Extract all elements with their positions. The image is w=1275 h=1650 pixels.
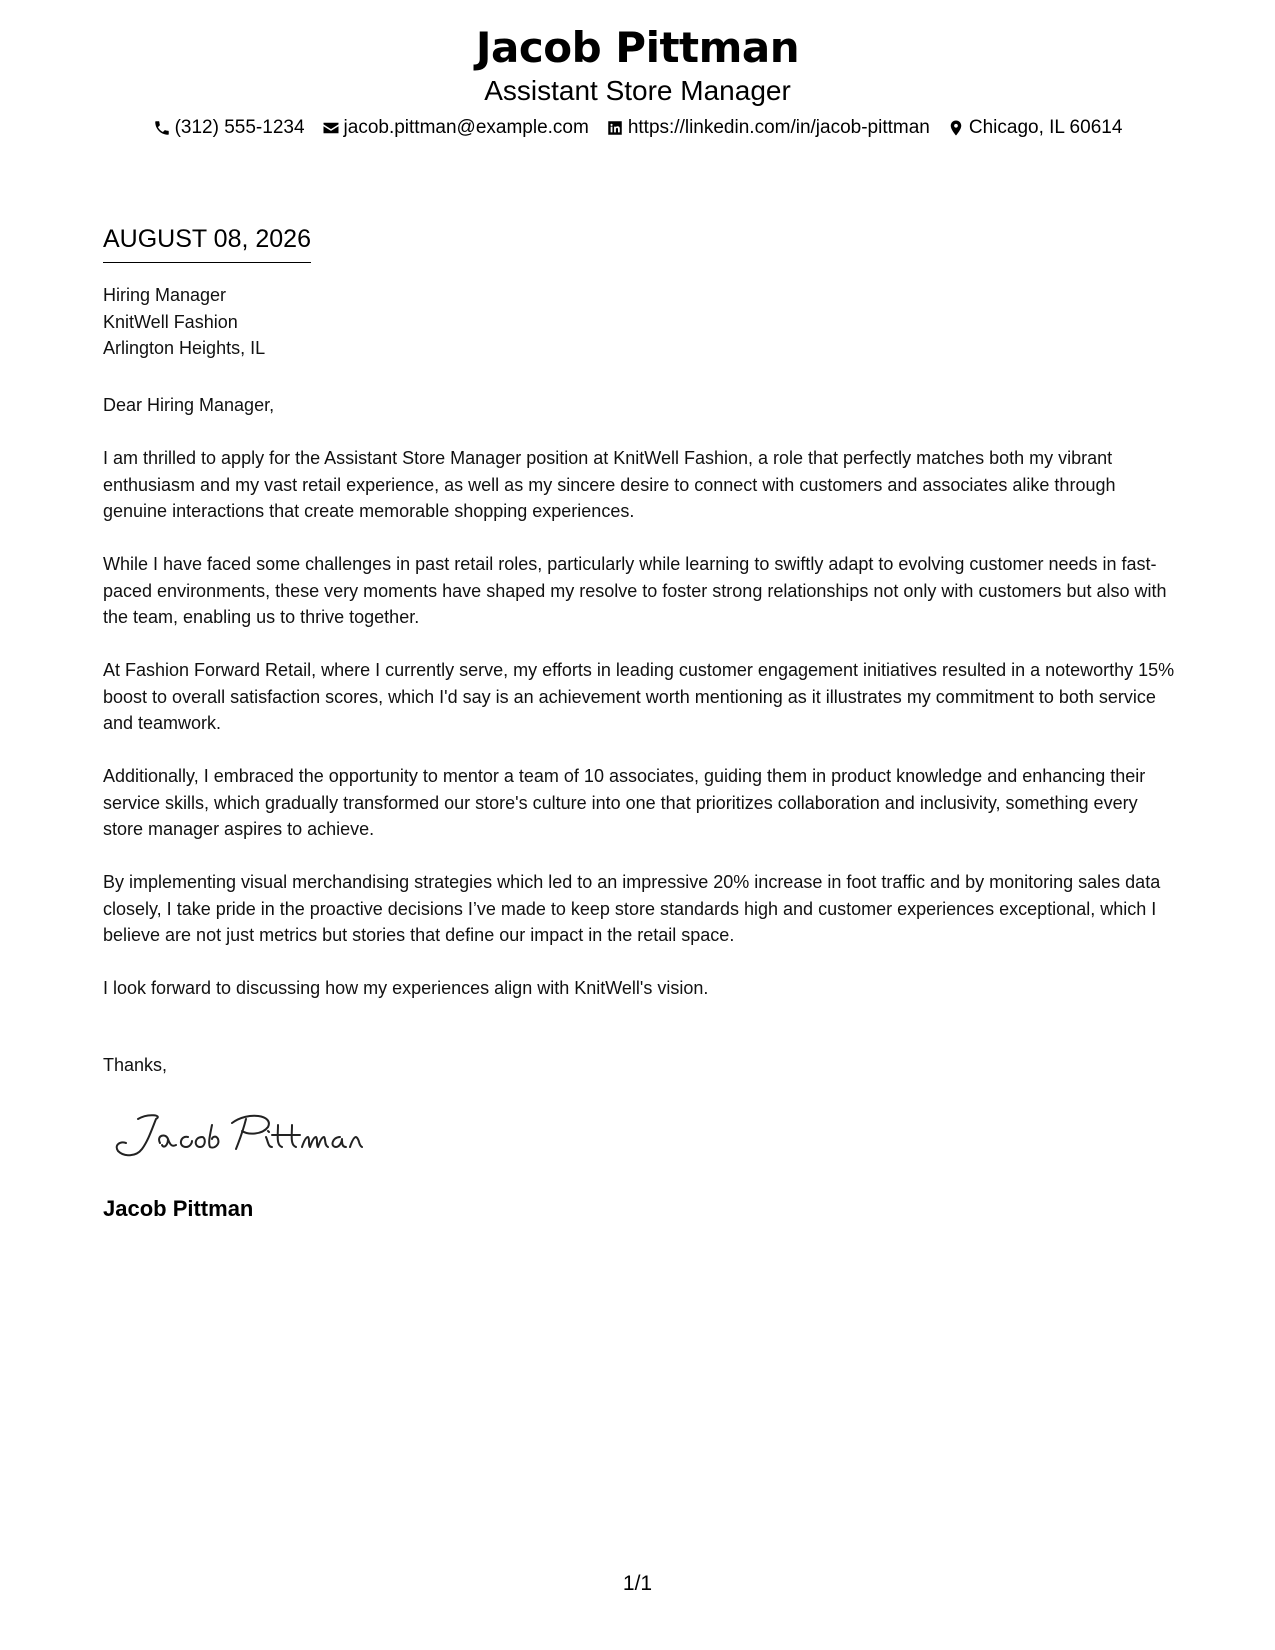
map-pin-icon xyxy=(947,119,965,137)
contact-location xyxy=(947,116,1123,140)
email-text: jacob.pittman@example.com xyxy=(343,117,589,138)
location-text: Chicago, IL 60614 xyxy=(968,117,1123,138)
body-paragraph: At Fashion Forward Retail, where I currently serve, my efforts in leading customer engagement initiatives resulted in a noteworthy 15% boost to overall satisfaction scores, which I'd say is an achievement worth mentioning as it illustrates my commitment to both service and teamwork. xyxy=(103,660,1175,733)
salutation: Dear Hiring Manager, xyxy=(103,395,275,415)
recipient-line: Hiring Manager xyxy=(103,285,227,305)
handwritten-signature xyxy=(108,1105,368,1165)
contact-bar xyxy=(0,116,1275,140)
body-paragraph: I look forward to discussing how my experiences align with KnitWell's vision. xyxy=(103,978,709,998)
phone-text: (312) 555-1234 xyxy=(174,117,305,138)
recipient-block xyxy=(103,282,1178,362)
closing: Thanks, xyxy=(103,1055,168,1075)
job-title: Assistant Store Manager xyxy=(484,75,791,106)
body-paragraph: I am thrilled to apply for the Assistant Store Manager position at KnitWell Fashion, a role that perfectly matches both my vibrant enthusiasm and my vast retail experience, as well as my sincere desire to connect with customers and associates alike through genuine interactions that create memorable shopping experiences. xyxy=(103,448,1116,521)
letter-date: AUGUST 08, 2026 xyxy=(103,224,311,263)
linkedin-text: https://linkedin.com/in/jacob-pittman xyxy=(627,117,930,138)
recipient-line: KnitWell Fashion xyxy=(103,311,238,332)
applicant-name: Jacob Pittman xyxy=(475,23,800,72)
envelope-icon xyxy=(322,119,340,137)
body-paragraph: By implementing visual merchandising strategies which led to an impressive 20% increase in foot traffic and by monitoring sales data closely, I take pride in the proactive decisions I’ve made to keep store standards high and customer experiences exceptional, which I believe are not just metrics but stories that define our impact in the retail space. xyxy=(103,872,1161,945)
recipient-line: Arlington Heights, IL xyxy=(103,338,266,358)
body-paragraph: Additionally, I embraced the opportunity to mentor a team of 10 associates, guiding them in product knowledge and enhancing their service skills, which gradually transformed our store's culture into one that prioritizes collaboration and inclusivity, something every store manager aspires to achieve. xyxy=(103,766,1146,839)
signed-name: Jacob Pittman xyxy=(103,1196,254,1221)
phone-icon xyxy=(153,119,171,137)
letter-body xyxy=(103,445,1178,1028)
linkedin-icon xyxy=(606,119,624,137)
body-paragraph: While I have faced some challenges in past retail roles, particularly while learning to swiftly adapt to evolving customer needs in fast-paced environments, these very moments have shaped my resolve to foster strong relationships not only with customers but also with the team, enabling us to thrive together. xyxy=(103,554,1167,627)
page-number: 1/1 xyxy=(622,1572,653,1595)
contact-linkedin[interactable] xyxy=(606,116,930,140)
contact-email[interactable] xyxy=(322,116,589,140)
letter-header xyxy=(0,22,1275,140)
contact-phone[interactable] xyxy=(153,116,305,140)
